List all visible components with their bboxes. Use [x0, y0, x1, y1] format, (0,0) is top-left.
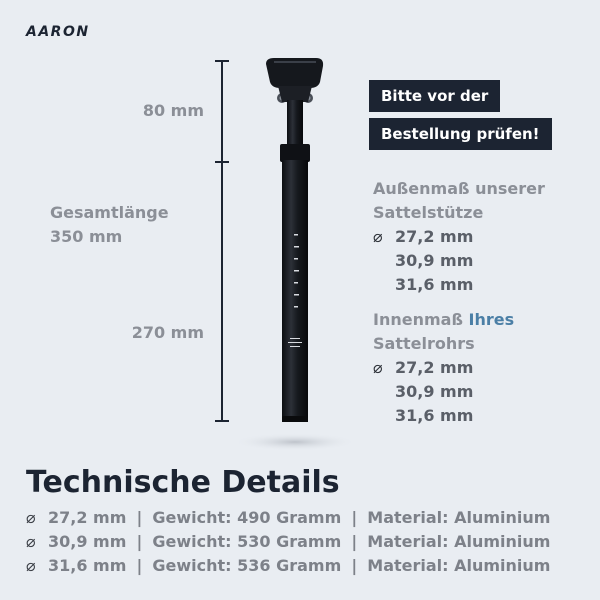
- separator: |: [136, 532, 143, 551]
- dim-total-label: Gesamtlänge: [50, 203, 169, 222]
- separator: |: [136, 556, 143, 575]
- separator: |: [351, 508, 358, 527]
- tech-row: ⌀ 31,6 mm | Gewicht: 536 Gramm | Material: Aluminium: [26, 556, 551, 575]
- notice-badge-line2: Bestellung prüfen!: [369, 118, 552, 150]
- inner-heading-line2: Sattelrohrs: [373, 334, 475, 353]
- dimension-line: [221, 60, 223, 422]
- outer-heading-line1: Außenmaß unserer: [373, 179, 545, 198]
- dimension-tick-middle: [215, 161, 229, 163]
- outer-size-item: 30,9 mm: [395, 251, 474, 270]
- separator: |: [351, 556, 358, 575]
- inner-size-item: 30,9 mm: [395, 382, 474, 401]
- notice-badge-line1: Bitte vor der: [369, 80, 500, 112]
- dim-total-value: 350 mm: [50, 227, 123, 246]
- tech-row: ⌀ 30,9 mm | Gewicht: 530 Gramm | Material: Aluminium: [26, 532, 551, 551]
- outer-dimension-section: [373, 177, 545, 297]
- outer-size-item: 31,6 mm: [395, 275, 474, 294]
- dimension-tick-top: [215, 60, 229, 62]
- inner-dimension-section: [373, 308, 514, 428]
- outer-size-item: ⌀ 27,2 mm: [373, 225, 545, 249]
- diameter-icon: ⌀: [373, 227, 383, 246]
- inner-heading-highlight: Ihres: [468, 310, 515, 329]
- separator: |: [351, 532, 358, 551]
- brand-logo: AARON: [26, 24, 90, 40]
- diameter-icon: ⌀: [373, 358, 383, 377]
- dim-top-label: 80 mm: [142, 101, 204, 120]
- tech-details-title: Technische Details: [26, 465, 340, 500]
- outer-heading-line2: Sattelstütze: [373, 203, 484, 222]
- inner-size-item: 31,6 mm: [395, 406, 474, 425]
- seatpost-image: [230, 50, 370, 460]
- tech-row: ⌀ 27,2 mm | Gewicht: 490 Gramm | Material: Aluminium: [26, 508, 551, 527]
- inner-size-item: ⌀ 27,2 mm: [373, 356, 514, 380]
- separator: |: [136, 508, 143, 527]
- diameter-icon: ⌀: [26, 508, 36, 527]
- diameter-icon: ⌀: [26, 532, 36, 551]
- dimension-tick-bottom: [215, 420, 229, 422]
- dim-bottom-label: 270 mm: [131, 323, 204, 342]
- inner-heading-line1: Innenmaß Ihres: [373, 310, 515, 329]
- diameter-icon: ⌀: [26, 556, 36, 575]
